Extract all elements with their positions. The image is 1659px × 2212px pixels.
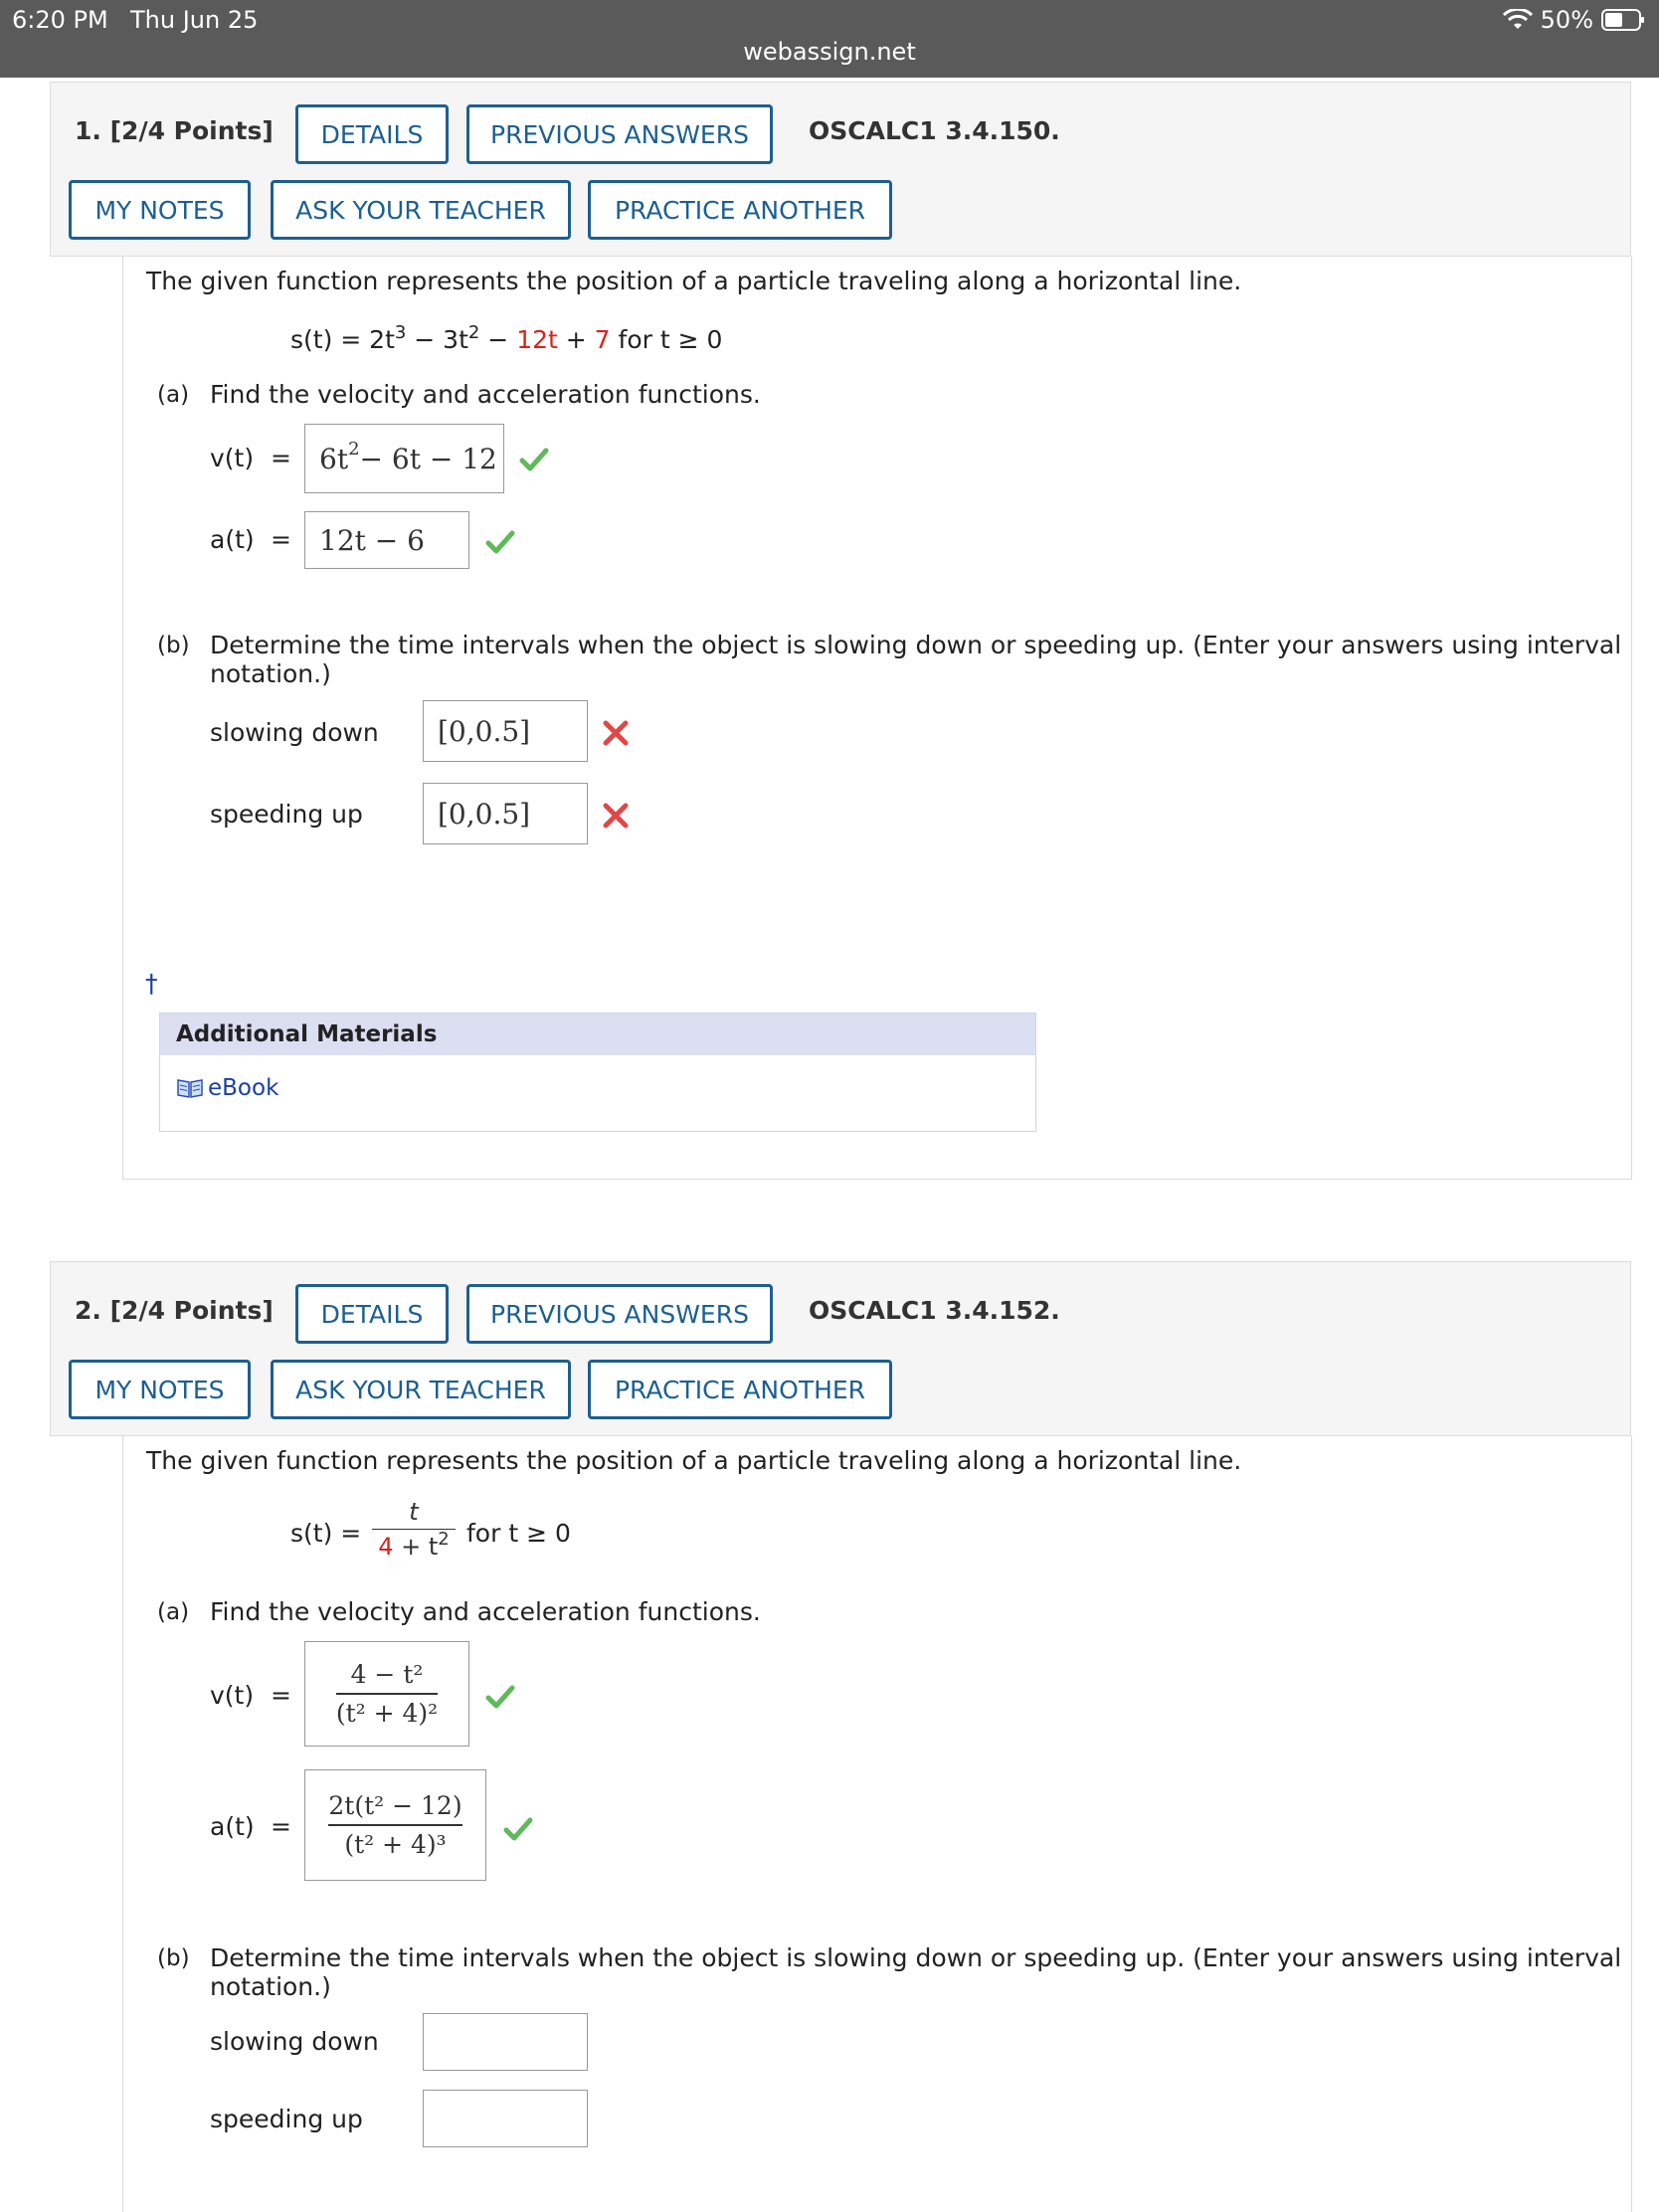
q1-acceleration-answer[interactable]: 12t − 6 xyxy=(304,511,469,569)
q1-details-button[interactable]: DETAILS xyxy=(295,104,449,164)
additional-materials-title: Additional Materials xyxy=(160,1014,1035,1055)
address-bar-url[interactable]: webassign.net xyxy=(743,38,916,66)
question-1-header xyxy=(50,82,1631,257)
q2-part-b-line1: Determine the time intervals when the object is slowing down or speeding up. (Enter your answers using interval xyxy=(210,1943,1622,1972)
q2-v-label: v(t) xyxy=(210,1681,255,1710)
q2-prompt: The given function represents the position of a particle traveling along a horizontal line. xyxy=(146,1446,1242,1475)
book-icon xyxy=(176,1077,204,1099)
status-date: Thu Jun 25 xyxy=(130,6,259,34)
q1-velocity-answer[interactable]: 6t $^2$ − 6t − 12 xyxy=(304,424,504,493)
q1-previous-answers-button[interactable]: PREVIOUS ANSWERS xyxy=(466,104,773,164)
q1-a-equals: = xyxy=(271,525,291,554)
q1-practice-another-button[interactable]: PRACTICE ANOTHER xyxy=(588,180,892,240)
cross-icon xyxy=(601,801,631,830)
q2-ask-teacher-button[interactable]: ASK YOUR TEACHER xyxy=(271,1360,571,1419)
q2-slowing-down-input[interactable] xyxy=(423,2013,588,2071)
wifi-icon xyxy=(1503,9,1533,31)
q2-part-a-text: Find the velocity and acceleration functions. xyxy=(210,1597,761,1626)
ebook-link[interactable] xyxy=(176,1075,278,1101)
question-1-code: OSCALC1 3.4.150. xyxy=(809,116,1060,145)
question-1-points: 1. [2/4 Points] xyxy=(75,116,274,145)
q2-function-fraction: t $4 + t^2$ xyxy=(372,1498,456,1561)
status-indicators xyxy=(1503,6,1645,34)
q2-acceleration-answer[interactable]: 2t(t² − 12) (t² + 4)³ xyxy=(304,1769,486,1881)
q2-part-b-line2: notation.) xyxy=(210,1972,331,2001)
q1-a-label: a(t) xyxy=(210,525,255,554)
q2-previous-answers-button[interactable]: PREVIOUS ANSWERS xyxy=(466,1284,773,1344)
status-bar xyxy=(0,0,1659,78)
q1-v-equals: = xyxy=(271,444,291,472)
check-icon xyxy=(485,1682,515,1712)
q1-prompt: The given function represents the position of a particle traveling along a horizontal line. xyxy=(146,267,1242,295)
check-icon xyxy=(503,1814,533,1844)
q2-velocity-answer[interactable]: 4 − t² (t² + 4)² xyxy=(304,1641,469,1747)
q1-part-b-label: (b) xyxy=(157,633,190,658)
battery-percent: 50% xyxy=(1540,6,1593,34)
q1-ask-teacher-button[interactable]: ASK YOUR TEACHER xyxy=(271,180,571,240)
q2-practice-another-button[interactable]: PRACTICE ANOTHER xyxy=(588,1360,892,1419)
q1-part-a-text: Find the velocity and acceleration functions. xyxy=(210,380,761,409)
q1-v-label: v(t) xyxy=(210,444,255,472)
q1-slowing-down-answer[interactable]: [0,0.5] xyxy=(423,700,588,762)
q1-my-notes-button[interactable]: MY NOTES xyxy=(69,180,251,240)
q2-v-equals: = xyxy=(271,1681,291,1710)
q2-slowing-label: slowing down xyxy=(210,2027,379,2056)
additional-materials-panel xyxy=(159,1013,1036,1132)
q1-part-b-line1: Determine the time intervals when the object is slowing down or speeding up. (Enter your answers using interval xyxy=(210,631,1622,659)
q2-speeding-label: speeding up xyxy=(210,2105,363,2133)
q2-part-b-label: (b) xyxy=(157,1945,190,1971)
question-2-header xyxy=(50,1261,1631,1436)
status-time: 6:20 PM xyxy=(12,6,108,34)
question-2-points: 2. [2/4 Points] xyxy=(75,1296,274,1325)
q1-function: $s(t) = 2t^3 - 3t^2 - 12t + 7$ for t ≥ 0 xyxy=(290,322,723,354)
check-icon xyxy=(519,445,549,474)
q2-function-lhs: s(t) = xyxy=(290,1519,362,1548)
q2-my-notes-button[interactable]: MY NOTES xyxy=(69,1360,251,1419)
q2-details-button[interactable]: DETAILS xyxy=(295,1284,449,1344)
ebook-label: eBook xyxy=(208,1075,279,1101)
q2-part-a-label: (a) xyxy=(157,1599,190,1625)
q1-speeding-label: speeding up xyxy=(210,800,363,829)
cross-icon xyxy=(601,718,631,748)
q2-a-label: a(t) xyxy=(210,1812,255,1841)
check-icon xyxy=(485,527,515,557)
q1-dagger: † xyxy=(145,969,158,998)
q1-speeding-up-answer[interactable]: [0,0.5] xyxy=(423,783,588,844)
question-2-code: OSCALC1 3.4.152. xyxy=(809,1296,1060,1325)
q1-slowing-label: slowing down xyxy=(210,718,379,747)
q1-part-b-line2: notation.) xyxy=(210,659,331,688)
q2-function-condition: for t ≥ 0 xyxy=(466,1519,571,1548)
battery-icon xyxy=(1601,9,1645,31)
q2-speeding-up-input[interactable] xyxy=(423,2090,588,2147)
q2-a-equals: = xyxy=(271,1812,291,1841)
q1-part-a-label: (a) xyxy=(157,382,190,408)
